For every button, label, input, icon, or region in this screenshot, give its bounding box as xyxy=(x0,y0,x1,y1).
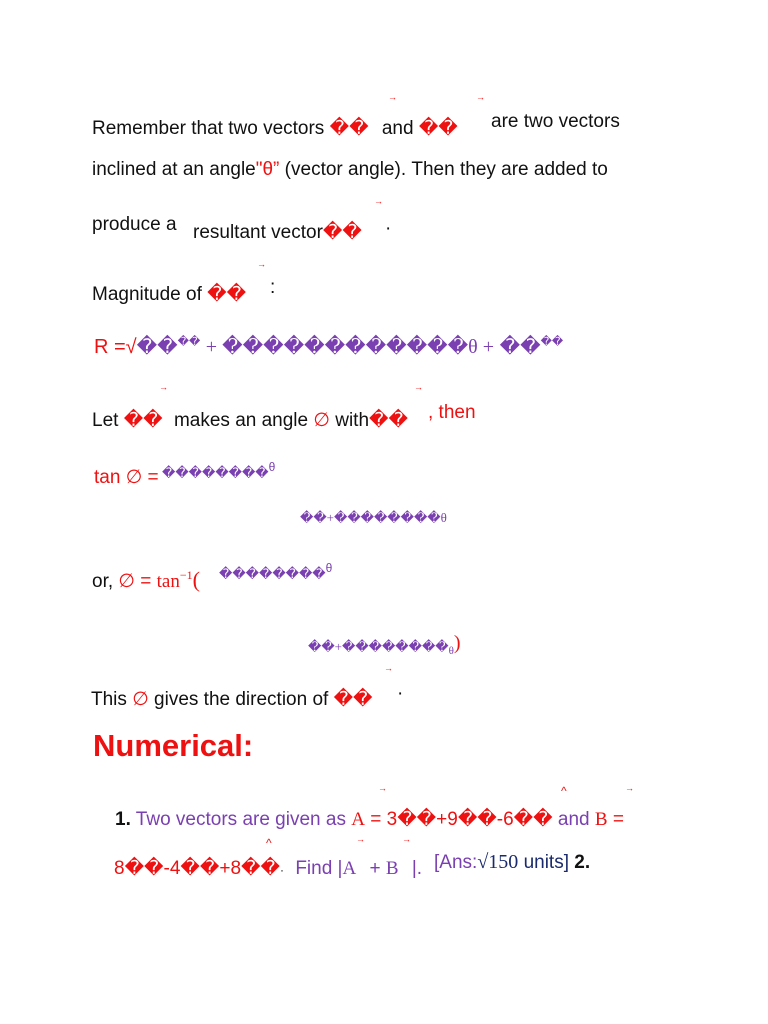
theta-symbol: θ xyxy=(325,561,333,575)
phi-equals: ∅ = xyxy=(118,571,152,592)
theta-symbol: "θ” xyxy=(255,159,280,180)
text: Remember that two vectors xyxy=(92,118,325,139)
tan-numerator xyxy=(162,460,275,481)
vector-b: B xyxy=(594,809,608,830)
magnitude-label xyxy=(92,283,246,306)
text: Two vectors are given as xyxy=(135,809,346,830)
equals: = xyxy=(607,809,624,830)
paragraph-line-1 xyxy=(92,117,458,140)
unit-hat: ^ xyxy=(266,836,272,850)
problem-line-1 xyxy=(115,808,624,831)
text: and xyxy=(557,809,590,830)
text: �������� xyxy=(162,465,269,480)
or-formula xyxy=(92,567,200,593)
formula-prefix: R =√ xyxy=(94,336,137,358)
vector-symbol: �� xyxy=(418,118,458,139)
vector-b: B xyxy=(385,858,399,879)
plus: + xyxy=(369,858,381,879)
text: or, xyxy=(92,571,114,592)
dot: · xyxy=(385,218,392,239)
vector-arrow: → xyxy=(402,834,411,844)
text: |. xyxy=(411,858,423,879)
text: makes an angle xyxy=(173,410,309,431)
text: gives the direction of xyxy=(154,689,329,710)
let-line xyxy=(92,409,408,432)
tan-label: tan ∅ = xyxy=(94,467,159,488)
vector-arrow: → xyxy=(476,92,485,102)
text: with xyxy=(335,410,370,431)
vector-symbol: �� xyxy=(322,222,362,243)
text: �������� xyxy=(219,566,326,581)
tan-denominator: ��+��������θ xyxy=(300,510,447,525)
vector-arrow: → xyxy=(378,783,387,793)
problem-line-2 xyxy=(114,857,422,880)
text: Find | xyxy=(295,858,343,879)
dot: · xyxy=(397,683,404,704)
vector-symbol: �� xyxy=(123,410,163,431)
colon: : xyxy=(270,277,276,298)
exponent: −1 xyxy=(179,568,193,582)
paragraph-line-2 xyxy=(92,159,608,181)
text: resultant vector xyxy=(193,222,323,243)
or-denominator xyxy=(308,632,461,657)
exponent: �� xyxy=(540,336,564,348)
vector-arrow: → xyxy=(384,663,393,673)
text: inclined at an angle xyxy=(92,159,256,180)
vector-arrow: → xyxy=(388,92,397,102)
text: are two vectors xyxy=(491,111,620,132)
vector-arrow: → xyxy=(257,259,266,269)
vector-arrow: → xyxy=(159,382,168,392)
vector-arrow: → xyxy=(625,783,634,793)
text: Magnitude of xyxy=(92,284,202,305)
vector-arrow: → xyxy=(374,196,383,206)
vector-a: A xyxy=(342,858,357,879)
text: Let xyxy=(92,410,119,431)
text: and xyxy=(381,118,414,139)
text: This xyxy=(91,689,127,710)
vector-a-expression: = 3��+9��-6�� xyxy=(364,809,553,830)
formula-term: �� xyxy=(136,336,178,358)
phi-symbol: ∅ xyxy=(313,410,330,431)
unit-hat: ^ xyxy=(561,784,567,798)
item-number: 1. xyxy=(115,809,131,830)
vector-a: A xyxy=(351,809,365,830)
formula-term: �� xyxy=(499,336,541,358)
theta-symbol: θ xyxy=(448,645,454,657)
phi-symbol: ∅ xyxy=(132,689,149,710)
answer-value: √150 xyxy=(477,851,519,873)
open-paren: ( xyxy=(192,567,200,592)
vector-b-expression: 8��-4��+8�� xyxy=(114,858,281,879)
answer xyxy=(434,851,590,874)
vector-symbol: �� xyxy=(207,284,247,305)
close-paren: ) xyxy=(453,632,461,654)
next-item-number: 2. xyxy=(574,852,591,873)
tan-inverse xyxy=(156,567,200,592)
vector-symbol: �� xyxy=(333,689,373,710)
vector-arrow: → xyxy=(414,382,423,392)
numerical-heading: Numerical: xyxy=(93,728,254,763)
or-numerator xyxy=(219,561,332,582)
text: tan xyxy=(156,571,180,592)
answer-label: [Ans: xyxy=(434,852,478,873)
text: (vector angle). Then they are added to xyxy=(279,159,608,180)
text: , then xyxy=(428,402,476,423)
text: produce a xyxy=(92,214,177,235)
theta-symbol: θ xyxy=(268,460,276,474)
vector-arrow: → xyxy=(356,834,365,844)
answer-units: units] xyxy=(523,852,569,873)
vector-symbol: �� xyxy=(329,118,369,139)
text: ��+�������� xyxy=(308,639,449,654)
paragraph-line-3 xyxy=(193,221,362,244)
exponent: �� xyxy=(177,336,201,348)
formula-term: + ������������θ + xyxy=(205,336,495,358)
magnitude-formula xyxy=(94,334,563,359)
dot: · xyxy=(280,863,285,877)
vector-symbol: �� xyxy=(369,410,408,431)
direction-line xyxy=(91,688,373,711)
then-text xyxy=(428,402,476,424)
